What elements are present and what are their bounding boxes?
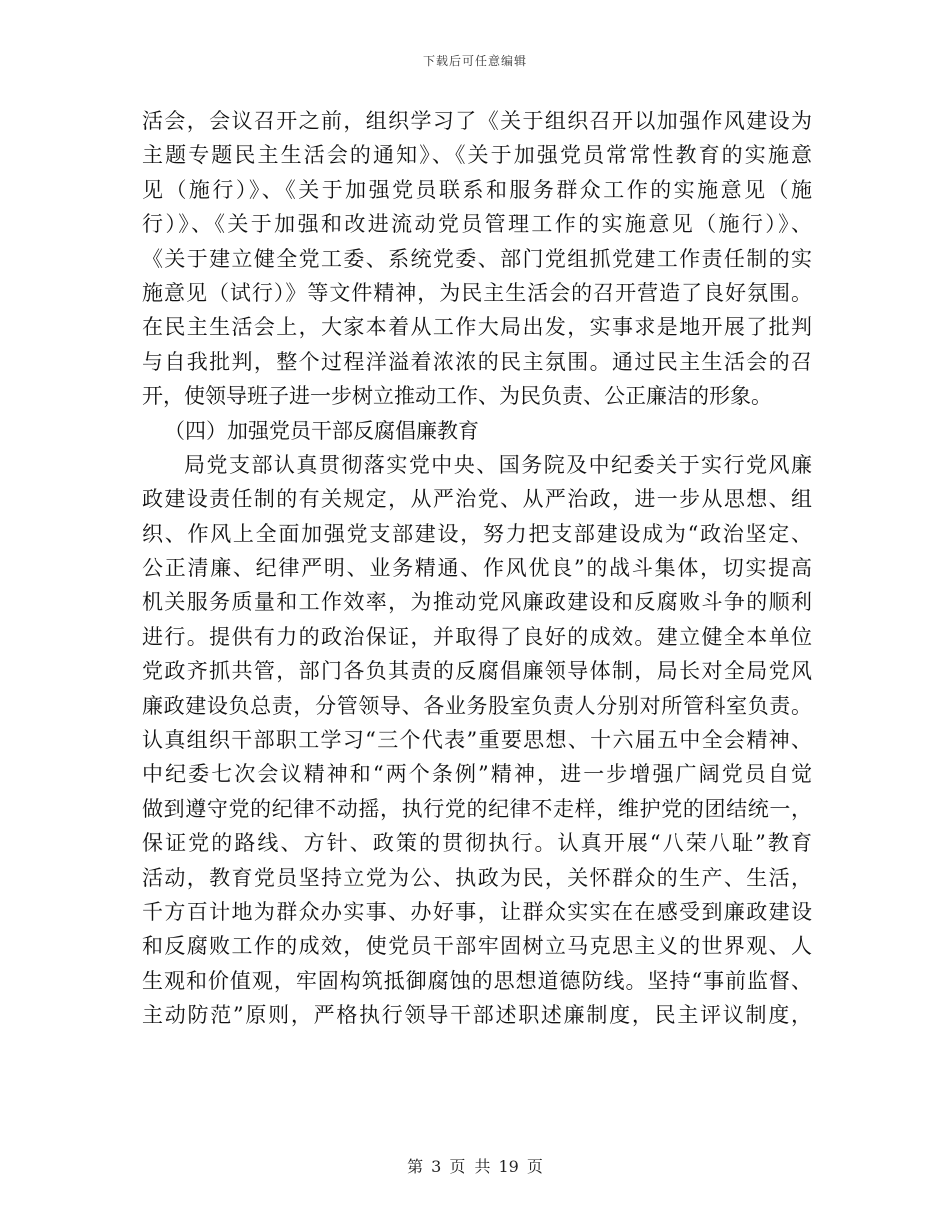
- body-line: 进行。提供有力的政治保证，并取得了良好的成效。建立健全本单位: [142, 624, 812, 649]
- body-line: 主动防范”原则，严格执行领导干部述职述廉制度，民主评议制度，: [142, 1003, 812, 1028]
- body-line: 千方百计地为群众办实事、办好事，让群众实实在在感受到廉政建设: [142, 899, 812, 924]
- body-line: 生观和价值观，牢固构筑抵御腐蚀的思想道德防线。坚持“事前监督、: [142, 968, 812, 993]
- body-line: 局党支部认真贯彻落实党中央、国务院及中纪委关于实行党风廉: [184, 452, 812, 477]
- body-line: 政建设责任制的有关规定，从严治党、从严治政，进一步从思想、组: [142, 487, 812, 512]
- body-line: 廉政建设负总责，分管领导、各业务股室负责人分别对所管科室负责。: [142, 693, 812, 718]
- body-line: 认真组织干部职工学习“三个代表”重要思想、十六届五中全会精神、: [142, 728, 812, 753]
- page-label-suffix: 页: [526, 1157, 543, 1176]
- page-label-mid: 页 共: [449, 1157, 491, 1176]
- body-line: 行）》、《关于加强和改进流动党员管理工作的实施意见（施行）》、: [142, 212, 812, 237]
- body-line: 见（施行）》、《关于加强党员联系和服务群众工作的实施意见（施: [142, 177, 812, 202]
- page-number: 3: [431, 1157, 442, 1176]
- body-line: 与自我批判，整个过程洋溢着浓浓的民主氛围。通过民主生活会的召: [142, 349, 812, 374]
- body-line: 活会，会议召开之前，组织学习了《关于组织召开以加强作风建设为: [142, 109, 812, 133]
- page-header: 下载后可任意编辑: [422, 54, 527, 68]
- body-line: 《关于建立健全党工委、系统党委、部门党组抓党建工作责任制的实: [142, 246, 812, 271]
- body-line: 主题专题民主生活会的通知》、《关于加强党员常常性教育的实施意: [142, 143, 812, 168]
- section-heading: （四）加强党员干部反腐倡廉教育: [164, 418, 479, 443]
- page-footer: [0, 1154, 950, 1177]
- body-line: 织、作风上全面加强党支部建设，努力把支部建设成为“政治坚定、: [142, 521, 812, 546]
- body-line: 活动，教育党员坚持立党为公、执政为民，关怀群众的生产、生活，: [142, 865, 812, 890]
- body-line: 公正清廉、纪律严明、业务精通、作风优良”的战斗集体，切实提高: [142, 556, 812, 581]
- document-body: [142, 104, 812, 1033]
- total-pages: 19: [498, 1157, 519, 1176]
- body-line: 机关服务质量和工作效率，为推动党风廉政建设和反腐败斗争的顺利: [142, 590, 812, 615]
- body-line: 党政齐抓共管，部门各负其责的反腐倡廉领导体制，局长对全局党风: [142, 659, 812, 684]
- body-line: 做到遵守党的纪律不动摇，执行党的纪律不走样，维护党的团结统一，: [142, 796, 812, 821]
- page-label-prefix: 第: [407, 1157, 424, 1176]
- body-line: 中纪委七次会议精神和“两个条例”精神，进一步增强广阔党员自觉: [142, 762, 812, 787]
- body-line: 施意见（试行）》等文件精神，为民主生活会的召开营造了良好氛围。: [142, 280, 812, 305]
- body-line: 和反腐败工作的成效，使党员干部牢固树立马克思主义的世界观、人: [142, 934, 812, 959]
- body-line: 在民主生活会上，大家本着从工作大局出发，实事求是地开展了批判: [142, 315, 812, 340]
- body-line: 开，使领导班子进一步树立推动工作、为民负责、公正廉洁的形象。: [142, 384, 772, 409]
- body-line: 保证党的路线、方针、政策的贯彻执行。认真开展“八荣八耻”教育: [142, 831, 812, 856]
